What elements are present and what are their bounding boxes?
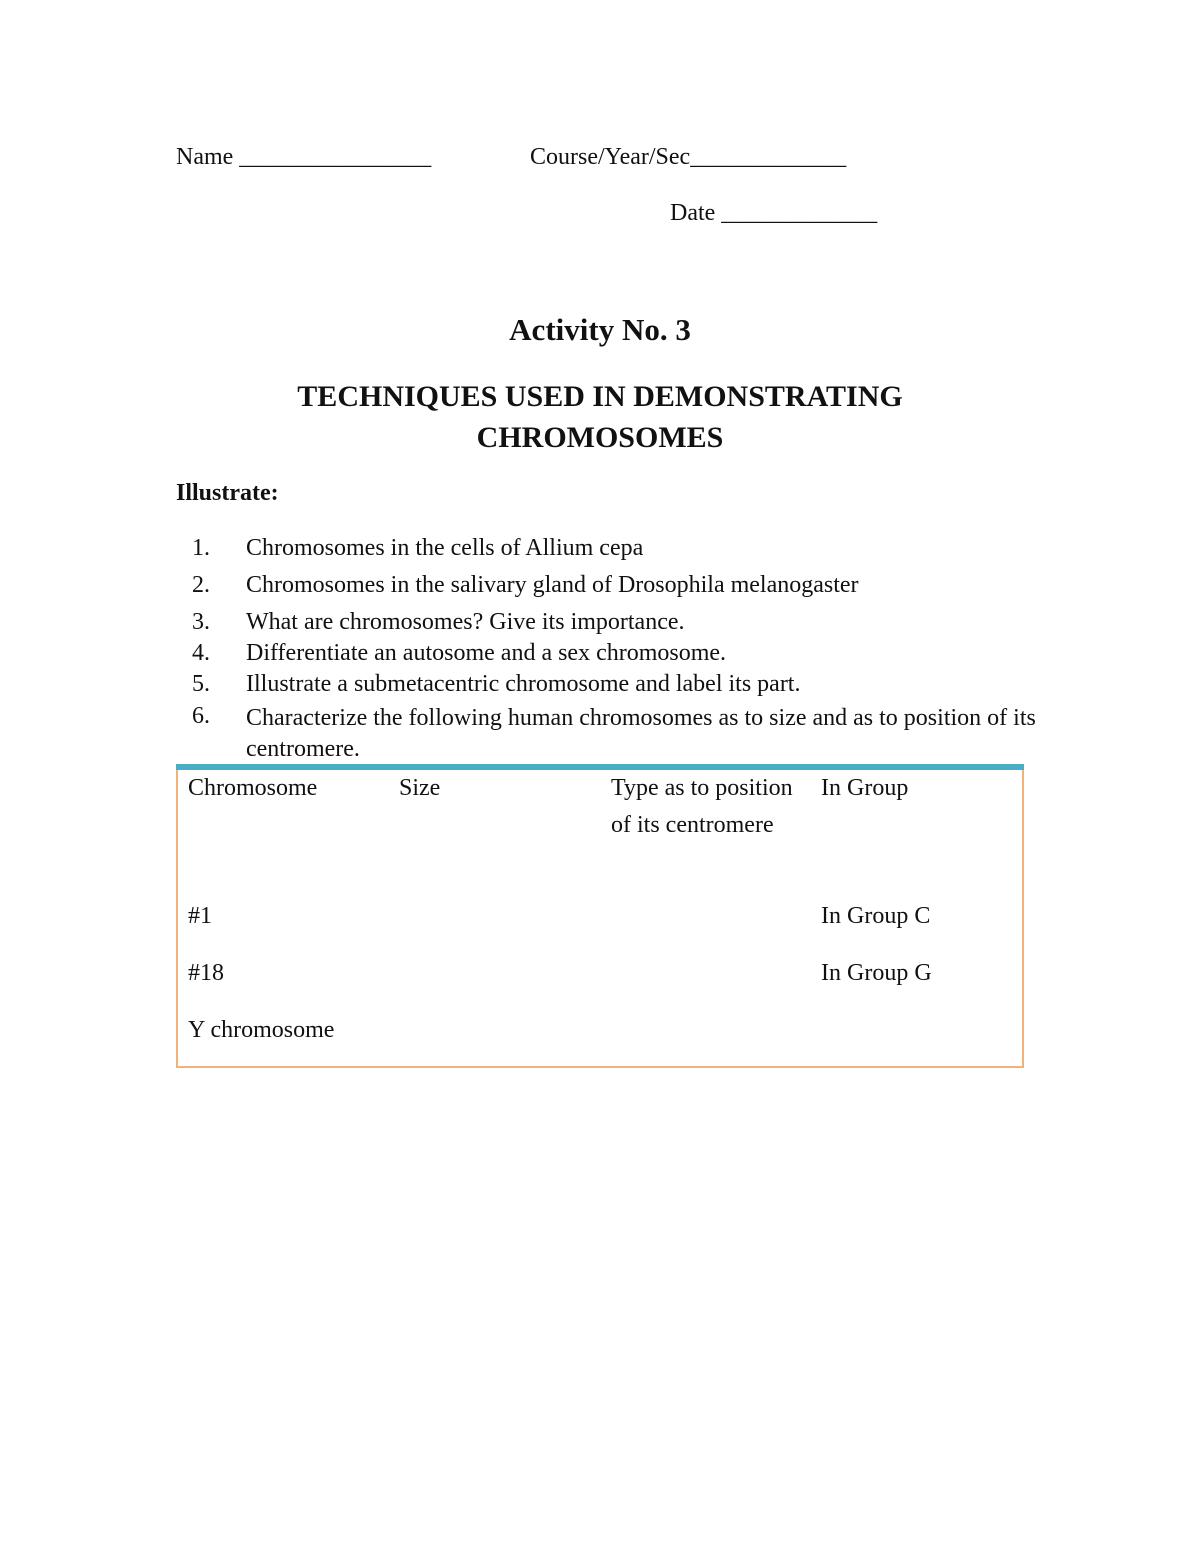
question-text: Illustrate a submetacentric chromosome and label its part.: [246, 671, 801, 697]
question-text: What are chromosomes? Give its importance.: [246, 609, 685, 635]
illustrate-label: Illustrate:: [176, 480, 279, 506]
main-title: TECHNIQUES USED IN DEMONSTRATING CHROMOSOMES: [297, 380, 903, 454]
question-number: 4.: [192, 640, 210, 666]
question-text: Characterize the following human chromosomes as to size and as to position of its centromere.: [246, 705, 1036, 762]
table-header-chromosome: Chromosome: [188, 775, 318, 801]
table-header-group: In Group: [821, 775, 909, 801]
table-header-size: Size: [399, 775, 441, 801]
date-field-line: Date _____________: [670, 200, 878, 226]
question-number: 2.: [192, 572, 210, 598]
question-number: 5.: [192, 671, 210, 697]
table-header-centromere-type: Type as to position of its centromere: [611, 775, 793, 838]
question-text: Chromosomes in the salivary gland of Drosophila melanogaster: [246, 572, 859, 598]
course-year-sec-field-line: Course/Year/Sec_____________: [530, 144, 847, 170]
question-text: Differentiate an autosome and a sex chromosome.: [246, 640, 727, 666]
table-cell-chromosome: Y chromosome: [188, 1017, 335, 1043]
question-number: 6.: [192, 703, 210, 729]
table-cell-chromosome: #18: [188, 960, 224, 986]
question-number: 1.: [192, 535, 210, 561]
table-cell-group: In Group G: [821, 960, 932, 986]
activity-title: Activity No. 3: [509, 312, 691, 347]
name-field-line: Name ________________: [176, 144, 432, 170]
question-text: Chromosomes in the cells of Allium cepa: [246, 535, 644, 561]
table-cell-group: In Group C: [821, 903, 931, 929]
question-number: 3.: [192, 609, 210, 635]
table-cell-chromosome: #1: [188, 903, 212, 929]
